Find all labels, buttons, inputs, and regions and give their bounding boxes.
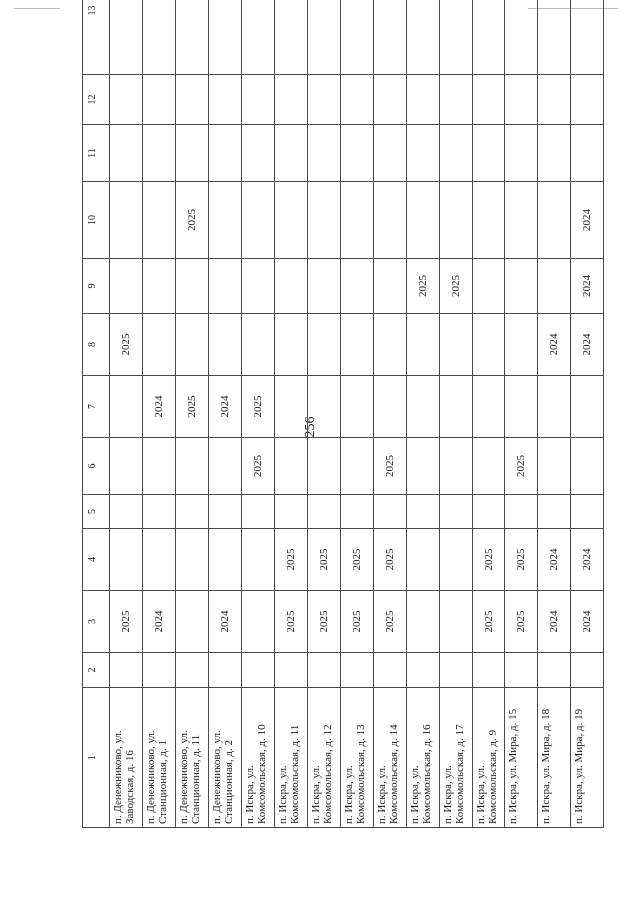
year-cell: 2025	[374, 591, 407, 653]
table-row	[209, 0, 242, 828]
table-container	[82, 5, 602, 828]
year-cell	[407, 182, 440, 259]
table-row	[308, 0, 341, 828]
address-cell: п. Искра, ул. Комсомольская, д. 9	[473, 688, 505, 828]
year-cell	[505, 182, 538, 259]
year-cell	[143, 495, 176, 529]
address-cell: п. Денежниково, ул. Станционная, д. 2	[209, 688, 242, 828]
table-row	[505, 0, 538, 828]
year-cell	[110, 75, 143, 125]
year-cell	[473, 376, 505, 438]
year-cell	[242, 591, 275, 653]
address-cell: п. Искра, ул. Мира, д. 19	[571, 688, 604, 828]
year-cell	[374, 495, 407, 529]
year-cell	[242, 182, 275, 259]
year-cell	[308, 314, 341, 376]
address-cell: п. Искра, ул. Комсомольская, д. 16	[407, 688, 440, 828]
year-cell	[275, 125, 308, 182]
year-cell	[440, 529, 473, 591]
year-cell	[143, 529, 176, 591]
year-cell	[143, 125, 176, 182]
year-cell: 2024	[209, 376, 242, 438]
year-cell	[242, 529, 275, 591]
year-cell	[209, 438, 242, 495]
year-cell	[473, 314, 505, 376]
column-number-13: 13	[83, 0, 110, 75]
year-cell	[505, 495, 538, 529]
address-cell: п. Искра, ул. Комсомольская, д. 17	[440, 688, 473, 828]
year-cell	[538, 376, 571, 438]
year-cell	[341, 259, 374, 314]
year-cell	[143, 438, 176, 495]
year-cell	[308, 438, 341, 495]
year-cell: 2024	[538, 591, 571, 653]
year-cell: 2025	[473, 591, 505, 653]
year-cell	[440, 182, 473, 259]
year-cell: 2024	[571, 259, 604, 314]
year-cell	[176, 438, 209, 495]
year-cell	[308, 0, 341, 75]
year-cell: 2025	[176, 182, 209, 259]
column-number-12: 12	[83, 75, 110, 125]
year-cell	[440, 0, 473, 75]
year-cell	[538, 259, 571, 314]
column-number-5: 5	[83, 495, 110, 529]
year-cell	[209, 495, 242, 529]
year-cell	[308, 376, 341, 438]
year-cell	[473, 0, 505, 75]
table-row	[176, 0, 209, 828]
year-cell	[275, 495, 308, 529]
year-cell	[341, 0, 374, 75]
year-cell	[538, 0, 571, 75]
year-cell: 2025	[341, 591, 374, 653]
year-cell	[538, 653, 571, 688]
year-cell	[505, 75, 538, 125]
year-cell: 2024	[571, 182, 604, 259]
year-cell	[209, 182, 242, 259]
year-cell: 2025	[341, 529, 374, 591]
address-cell: п. Искра, ул. Комсомольская, д. 11	[275, 688, 308, 828]
year-cell	[176, 125, 209, 182]
address-cell: п. Денежниково, ул. Заводская, д. 16	[110, 688, 143, 828]
year-cell	[407, 125, 440, 182]
year-cell	[341, 376, 374, 438]
year-cell: 2025	[110, 591, 143, 653]
year-cell	[176, 591, 209, 653]
year-cell	[473, 125, 505, 182]
year-cell: 2025	[505, 591, 538, 653]
year-cell	[571, 495, 604, 529]
column-number-1: 1	[83, 688, 110, 828]
year-cell	[374, 314, 407, 376]
year-cell	[176, 259, 209, 314]
table-row	[242, 0, 275, 828]
address-cell: п. Искра, ул. Комсомольская, д. 12	[308, 688, 341, 828]
year-cell	[275, 182, 308, 259]
year-cell	[407, 438, 440, 495]
year-cell: 2024	[209, 591, 242, 653]
address-cell: п. Искра, ул. Комсомольская, д. 10	[242, 688, 275, 828]
year-cell	[176, 75, 209, 125]
table-row	[110, 0, 143, 828]
year-cell	[374, 182, 407, 259]
year-cell	[407, 653, 440, 688]
address-cell: п. Искра, ул. Мира, д. 18	[538, 688, 571, 828]
year-cell	[374, 75, 407, 125]
scan-artifact	[14, 8, 60, 9]
year-cell	[143, 314, 176, 376]
year-cell	[308, 182, 341, 259]
year-cell: 2024	[571, 314, 604, 376]
year-cell	[538, 125, 571, 182]
column-number-11: 11	[83, 125, 110, 182]
year-cell	[275, 75, 308, 125]
year-cell	[341, 653, 374, 688]
year-cell	[209, 314, 242, 376]
year-cell	[440, 591, 473, 653]
year-cell	[275, 376, 308, 438]
column-number-3: 3	[83, 591, 110, 653]
year-cell	[242, 125, 275, 182]
year-cell	[308, 495, 341, 529]
year-cell	[341, 182, 374, 259]
table-row	[407, 0, 440, 828]
year-cell	[473, 75, 505, 125]
year-cell: 2025	[473, 529, 505, 591]
year-cell: 2024	[571, 529, 604, 591]
address-cell: п. Искра, ул. Комсомольская, д. 14	[374, 688, 407, 828]
year-cell	[242, 259, 275, 314]
year-cell	[571, 0, 604, 75]
year-cell	[143, 653, 176, 688]
year-cell	[374, 653, 407, 688]
column-number-8: 8	[83, 314, 110, 376]
year-cell	[176, 529, 209, 591]
year-cell: 2025	[242, 438, 275, 495]
year-cell: 2025	[176, 376, 209, 438]
year-cell: 2024	[143, 591, 176, 653]
column-number-9: 9	[83, 259, 110, 314]
year-cell	[110, 438, 143, 495]
year-cell	[242, 653, 275, 688]
year-cell	[242, 0, 275, 75]
year-cell	[538, 75, 571, 125]
column-number-7: 7	[83, 376, 110, 438]
table-row	[341, 0, 374, 828]
year-cell	[143, 0, 176, 75]
address-cell: п. Искра, ул. Мира, д. 15	[505, 688, 538, 828]
year-cell	[308, 653, 341, 688]
year-cell	[473, 438, 505, 495]
year-cell	[538, 182, 571, 259]
year-cell	[374, 0, 407, 75]
year-cell: 2024	[538, 529, 571, 591]
year-cell: 2025	[505, 438, 538, 495]
year-cell: 2024	[143, 376, 176, 438]
year-cell	[571, 376, 604, 438]
table-row	[374, 0, 407, 828]
year-cell	[275, 259, 308, 314]
year-cell	[209, 0, 242, 75]
table-row	[143, 0, 176, 828]
year-cell	[538, 438, 571, 495]
year-cell	[308, 75, 341, 125]
year-cell	[176, 0, 209, 75]
year-cell: 2025	[275, 529, 308, 591]
year-cell	[505, 259, 538, 314]
year-cell	[505, 376, 538, 438]
table-row	[473, 0, 505, 828]
year-cell	[571, 438, 604, 495]
year-cell	[176, 314, 209, 376]
year-cell: 2025	[374, 529, 407, 591]
year-cell	[341, 314, 374, 376]
year-cell	[571, 75, 604, 125]
year-cell	[176, 495, 209, 529]
year-cell	[110, 495, 143, 529]
column-number-4: 4	[83, 529, 110, 591]
year-cell	[176, 653, 209, 688]
year-cell: 2025	[407, 259, 440, 314]
year-cell	[341, 495, 374, 529]
address-cell: п. Денежниково, ул. Станционная, д. 11	[176, 688, 209, 828]
year-cell	[143, 182, 176, 259]
year-cell	[407, 529, 440, 591]
year-cell: 2025	[440, 259, 473, 314]
year-cell: 2025	[110, 314, 143, 376]
year-cell	[538, 495, 571, 529]
year-cell: 2025	[308, 529, 341, 591]
year-cell	[209, 75, 242, 125]
schedule-table	[82, 0, 604, 828]
column-number-row	[83, 0, 110, 828]
year-cell	[374, 376, 407, 438]
year-cell	[505, 314, 538, 376]
year-cell	[275, 653, 308, 688]
year-cell	[571, 653, 604, 688]
year-cell	[110, 376, 143, 438]
year-cell	[275, 438, 308, 495]
year-cell: 2025	[275, 591, 308, 653]
year-cell	[407, 75, 440, 125]
year-cell	[407, 495, 440, 529]
column-number-6: 6	[83, 438, 110, 495]
year-cell	[242, 75, 275, 125]
table-row	[440, 0, 473, 828]
year-cell	[473, 653, 505, 688]
table-row	[571, 0, 604, 828]
year-cell	[407, 0, 440, 75]
year-cell	[110, 653, 143, 688]
year-cell	[505, 125, 538, 182]
year-cell	[407, 376, 440, 438]
year-cell	[341, 438, 374, 495]
year-cell	[242, 495, 275, 529]
year-cell	[110, 259, 143, 314]
year-cell: 2025	[374, 438, 407, 495]
address-cell: п. Искра, ул. Комсомольская, д. 13	[341, 688, 374, 828]
year-cell	[209, 653, 242, 688]
year-cell	[242, 314, 275, 376]
year-cell	[275, 314, 308, 376]
year-cell	[209, 259, 242, 314]
year-cell	[440, 438, 473, 495]
year-cell	[440, 75, 473, 125]
year-cell: 2025	[505, 529, 538, 591]
year-cell	[209, 125, 242, 182]
year-cell	[143, 259, 176, 314]
year-cell	[110, 125, 143, 182]
year-cell	[473, 259, 505, 314]
year-cell	[407, 314, 440, 376]
page-number: 256	[303, 416, 318, 438]
year-cell	[110, 529, 143, 591]
table-row	[275, 0, 308, 828]
year-cell: 2025	[242, 376, 275, 438]
year-cell	[440, 653, 473, 688]
year-cell	[308, 259, 341, 314]
table-row	[538, 0, 571, 828]
column-number-2: 2	[83, 653, 110, 688]
year-cell: 2024	[571, 591, 604, 653]
year-cell	[440, 125, 473, 182]
year-cell	[110, 0, 143, 75]
year-cell	[505, 0, 538, 75]
year-cell	[440, 495, 473, 529]
year-cell	[374, 259, 407, 314]
year-cell	[275, 0, 308, 75]
year-cell: 2024	[538, 314, 571, 376]
year-cell	[374, 125, 407, 182]
column-number-10: 10	[83, 182, 110, 259]
year-cell	[505, 653, 538, 688]
year-cell	[143, 75, 176, 125]
year-cell	[473, 182, 505, 259]
year-cell	[407, 591, 440, 653]
year-cell	[571, 125, 604, 182]
year-cell: 2025	[308, 591, 341, 653]
year-cell	[110, 182, 143, 259]
year-cell	[341, 125, 374, 182]
year-cell	[440, 314, 473, 376]
year-cell	[308, 125, 341, 182]
year-cell	[341, 75, 374, 125]
year-cell	[473, 495, 505, 529]
address-cell: п. Денежниково, ул. Станционная, д. 1	[143, 688, 176, 828]
year-cell	[209, 529, 242, 591]
year-cell	[440, 376, 473, 438]
